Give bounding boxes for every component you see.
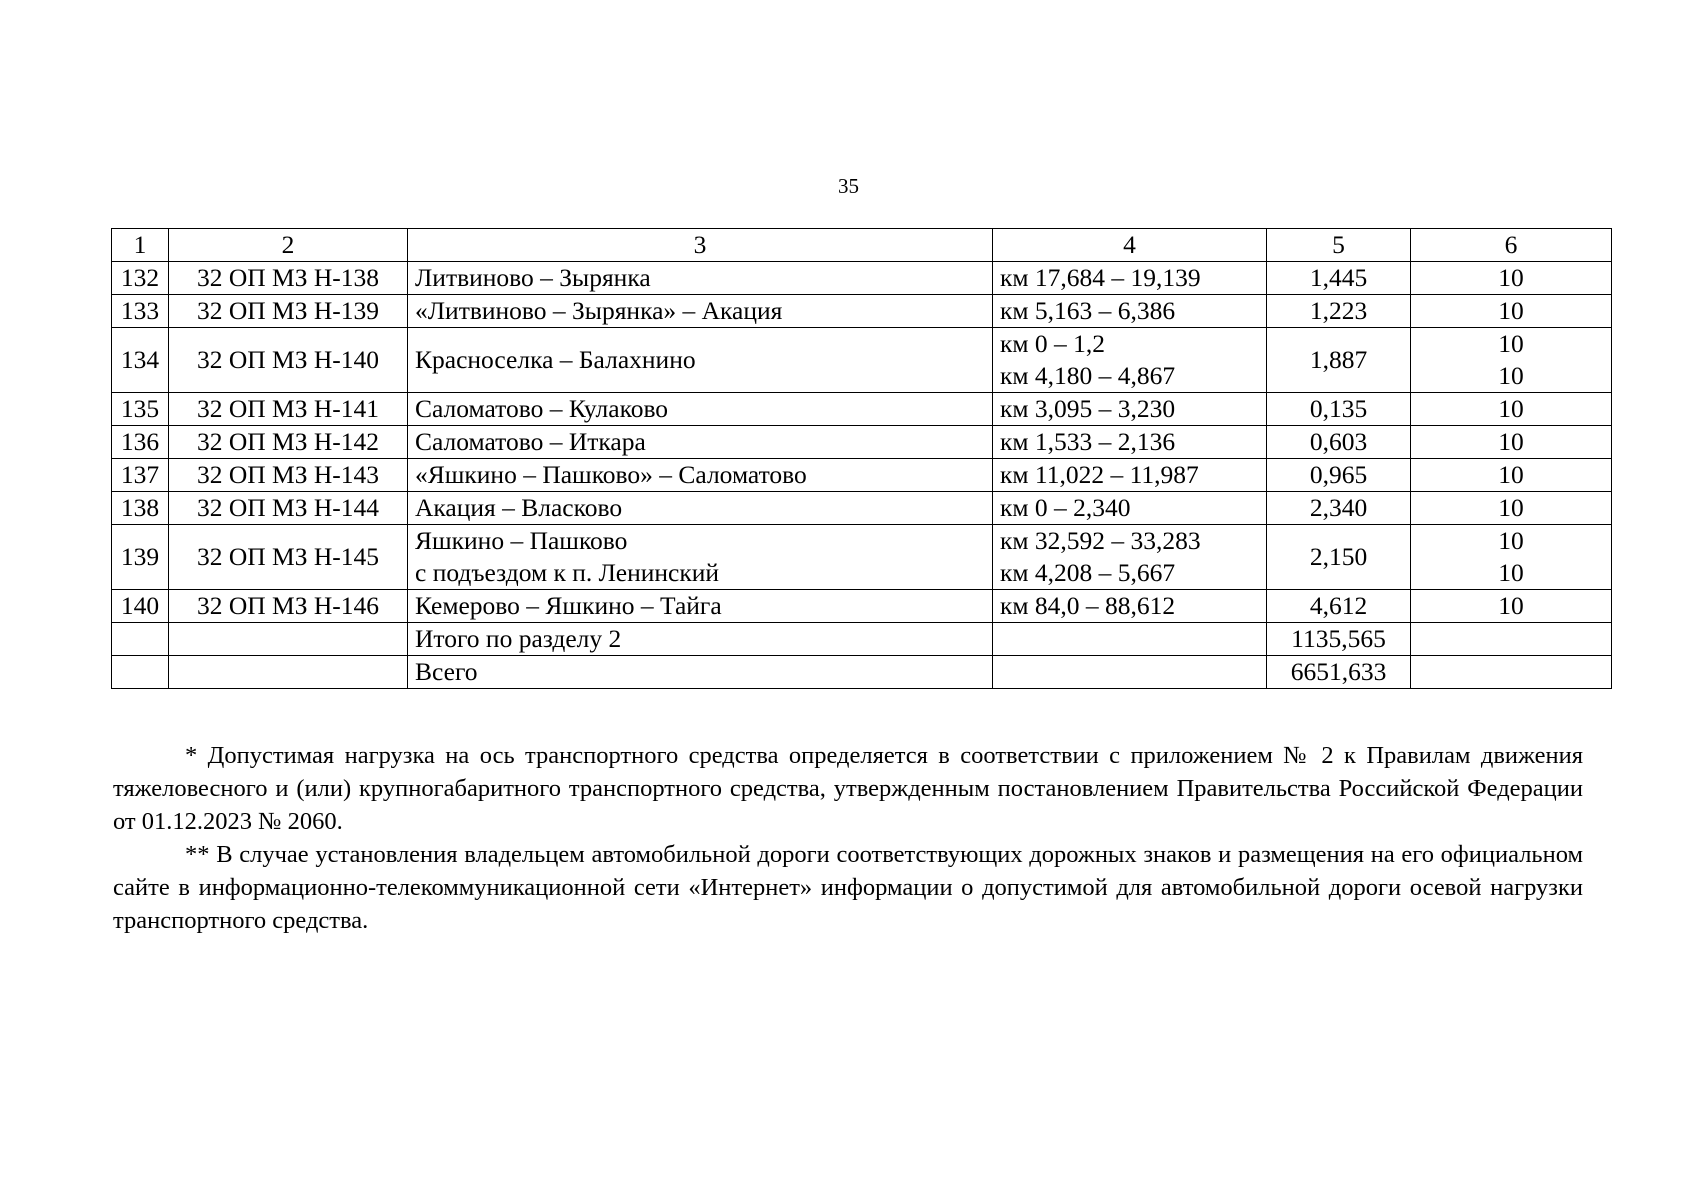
row-number-cell [112,656,169,689]
row-number-cell: 138 [112,492,169,525]
road-name-cell-line: Кемерово – Яшкино – Тайга [415,591,722,620]
road-name-cell-line: Саломатово – Иткара [415,427,646,456]
axle-load-cell [1411,262,1612,295]
road-name-cell [408,328,993,393]
road-code-cell: 32 ОП МЗ Н-146 [169,590,408,623]
km-range-cell [993,590,1267,623]
column-header: 3 [408,229,993,262]
length-cell: 4,612 [1267,590,1411,623]
column-header: 5 [1267,229,1411,262]
km-range-cell [993,262,1267,295]
axle-load-cell-line: 10 [1498,591,1524,620]
axle-load-cell [1411,656,1612,689]
table-row [112,590,1612,623]
row-number-cell [112,623,169,656]
road-name-cell [408,295,993,328]
table-row [112,262,1612,295]
axle-load-cell-line: 10 [1498,526,1524,555]
axle-load-cell [1411,328,1612,393]
table-row [112,623,1612,656]
km-range-cell [993,393,1267,426]
road-name-cell-line: Всего [415,657,478,686]
km-range-cell-line: км 0 – 1,2 [1000,329,1106,358]
axle-load-cell [1411,393,1612,426]
km-range-cell [993,459,1267,492]
length-cell: 1,223 [1267,295,1411,328]
km-range-cell [993,295,1267,328]
road-name-cell [408,623,993,656]
km-range-cell-line: км 1,533 – 2,136 [1000,427,1176,456]
table-row [112,459,1612,492]
road-name-cell [408,590,993,623]
road-name-cell [408,525,993,590]
km-range-cell [993,525,1267,590]
road-name-cell-line: Итого по разделу 2 [415,624,622,653]
axle-load-cell [1411,295,1612,328]
road-name-cell-line: «Литвиново – Зырянка» – Акация [415,296,783,325]
length-cell: 2,340 [1267,492,1411,525]
km-range-cell-line: км 17,684 – 19,139 [1000,263,1201,292]
km-range-cell-line: км 3,095 – 3,230 [1000,394,1176,423]
row-number-cell: 134 [112,328,169,393]
km-range-cell-line: км 0 – 2,340 [1000,493,1131,522]
road-name-cell-line: Красноселка – Балахнино [415,345,696,374]
axle-load-cell [1411,492,1612,525]
table-row [112,295,1612,328]
km-range-cell [993,623,1267,656]
axle-load-cell-line: 10 [1498,361,1524,390]
axle-load-cell-line: 10 [1498,558,1524,587]
length-cell: 0,965 [1267,459,1411,492]
footnote-axle-load: * Допустимая нагрузка на ось транспортного средства определяется в соответствии с приложением № 2 к Правилам движения тяжеловесного и (или) крупногабаритного транспортного средства, утвержденным постановлением Правительства Российской Федерации от 01.12.2023 № 2060. [113,742,1583,835]
road-name-cell [408,426,993,459]
road-name-cell [408,492,993,525]
axle-load-cell [1411,590,1612,623]
road-code-cell: 32 ОП МЗ Н-142 [169,426,408,459]
row-number-cell: 136 [112,426,169,459]
axle-load-cell-line: 10 [1498,263,1524,292]
road-name-cell-line: Яшкино – Пашково [415,526,628,555]
axle-load-cell-line: 10 [1498,394,1524,423]
axle-load-cell-line: 10 [1498,427,1524,456]
axle-load-cell-line: 10 [1498,460,1524,489]
roads-table [111,228,1612,689]
column-header: 2 [169,229,408,262]
row-number-cell: 132 [112,262,169,295]
table-row [112,492,1612,525]
length-cell: 1,887 [1267,328,1411,393]
column-header: 4 [993,229,1267,262]
table-row [112,328,1612,393]
length-cell: 0,135 [1267,393,1411,426]
length-cell: 6651,633 [1267,656,1411,689]
footnote-road-signs: ** В случае установления владельцем автомобильной дороги соответствующих дорожных знаков и размещения на его официальном сайте в информационно-телекоммуникационной сети «Интернет» информации о допустимой для автомобильной дороги осевой нагрузки транспортного средства. [113,841,1583,934]
axle-load-cell-line: 10 [1498,493,1524,522]
column-header: 1 [112,229,169,262]
axle-load-cell [1411,623,1612,656]
km-range-cell [993,328,1267,393]
road-code-cell: 32 ОП МЗ Н-141 [169,393,408,426]
road-code-cell: 32 ОП МЗ Н-144 [169,492,408,525]
road-name-cell-line: с подъездом к п. Ленинский [415,558,720,587]
row-number-cell: 140 [112,590,169,623]
axle-load-cell-line: 10 [1498,296,1524,325]
road-code-cell: 32 ОП МЗ Н-140 [169,328,408,393]
km-range-cell-line: км 84,0 – 88,612 [1000,591,1176,620]
km-range-cell [993,492,1267,525]
axle-load-cell-line: 10 [1498,329,1524,358]
length-cell: 0,603 [1267,426,1411,459]
axle-load-cell [1411,426,1612,459]
row-number-cell: 137 [112,459,169,492]
road-code-cell [169,623,408,656]
axle-load-cell [1411,459,1612,492]
road-name-cell [408,656,993,689]
row-number-cell: 139 [112,525,169,590]
road-name-cell [408,393,993,426]
road-code-cell: 32 ОП МЗ Н-138 [169,262,408,295]
table-row [112,393,1612,426]
km-range-cell [993,426,1267,459]
km-range-cell-line: км 5,163 – 6,386 [1000,296,1176,325]
road-code-cell: 32 ОП МЗ Н-145 [169,525,408,590]
table-row [112,426,1612,459]
road-name-cell-line: «Яшкино – Пашково» – Саломатово [415,460,807,489]
road-name-cell-line: Литвиново – Зырянка [415,263,651,292]
km-range-cell-line: км 4,180 – 4,867 [1000,361,1176,390]
road-name-cell-line: Акация – Власково [415,493,623,522]
km-range-cell-line: км 4,208 – 5,667 [1000,558,1176,587]
length-cell: 1,445 [1267,262,1411,295]
road-name-cell-line: Саломатово – Кулаково [415,394,669,423]
footnotes [113,739,1583,937]
row-number-cell: 133 [112,295,169,328]
road-code-cell [169,656,408,689]
table-row [112,656,1612,689]
km-range-cell-line: км 11,022 – 11,987 [1000,460,1199,489]
row-number-cell: 135 [112,393,169,426]
table-row [112,525,1612,590]
column-header: 6 [1411,229,1612,262]
length-cell: 1135,565 [1267,623,1411,656]
road-name-cell [408,459,993,492]
km-range-cell-line: км 32,592 – 33,283 [1000,526,1201,555]
page-number: 35 [838,174,859,198]
km-range-cell [993,656,1267,689]
table-header-row [112,229,1612,262]
axle-load-cell [1411,525,1612,590]
road-code-cell: 32 ОП МЗ Н-143 [169,459,408,492]
road-name-cell [408,262,993,295]
length-cell: 2,150 [1267,525,1411,590]
road-code-cell: 32 ОП МЗ Н-139 [169,295,408,328]
